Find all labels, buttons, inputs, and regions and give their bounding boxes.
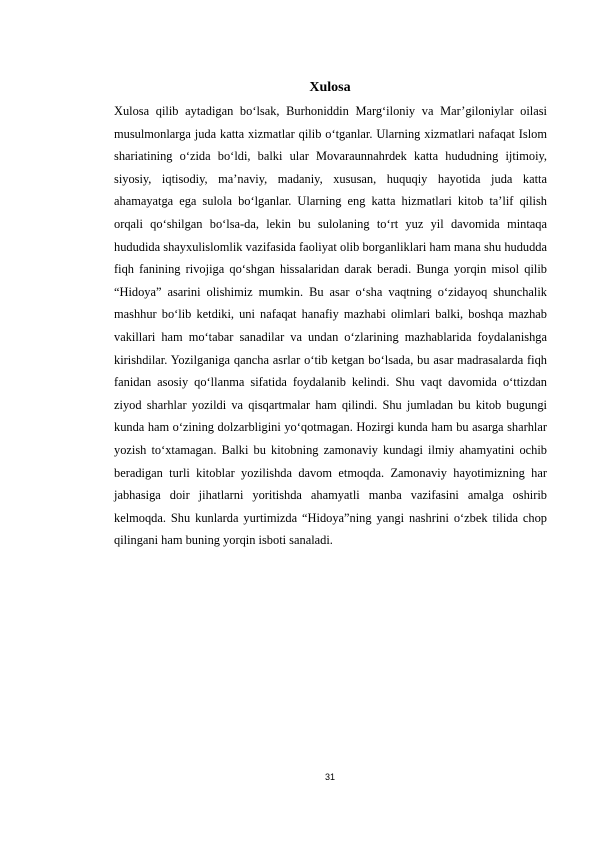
paragraph-text: Xulosa qilib aytadigan bo‘lsak, Burhoniddin Marg‘iloniy va Mar’giloniylar oilasi musulmonlarga juda katta xizmatlar qilib o‘tganlar. Ularning xizmatlari nafaqat Islom shariatining o‘zida bo‘ldi, balki ular Movaraunnahrdek katta hududning ijtimoiy, siyosiy, iqtisodiy, ma’naviy, madaniy, xususan, huquqiy hayotida juda katta ahamayatga ega sulola bo‘lganlar. Ularning eng katta hizmatlari kitob ta’lif qilish orqali qo‘shilgan bo‘lsa-da, lekin bu sulolaning to‘rt yuz yil davomida mintaqa hududida shayxulislomlik vazifasida faoliyat olib borganliklari ham mana shu hududda fiqh fanining rivojiga qo‘shgan hissalaridan darak beradi. Bunga yorqin misol qilib “Hidoya” asarini olishimiz mumkin. Bu asar o‘sha vaqtning o‘zidayoq shunchalik mashhur bo‘lib ketdiki, uni nafaqat hanafiy mazhabi olimlari balki, boshqa mazhab vakillari ham mo‘tabar sanadilar va undan o‘zlarining mazhablarida foydalanishga kirishdilar. Yozilganiga qancha asrlar o‘tib ketgan bo‘lsada, bu asar madrasalarda fiqh fanidan asosiy qo‘llanma sifatida foydalanib kelindi. Shu vaqt davomida o‘ttizdan ziyod sharhlar yozildi va qisqartmalar ham qilindi. Shu jumladan bu kitob bugungi kunda ham o‘zining dolzarbligini yo‘qotmagan. Hozirgi kunda ham bu asarga sharhlar yozish to‘xtamagan. Balki bu kitobning zamonaviy kundagi ilmiy ahamyatini ochib beradigan turli kitoblar yozilishda davom etmoqda. Zamonaviy hayotimizning har jabhasiga doir jihatlarni yoritishda ahamyatli manba vazifasini amalga oshirib kelmoqda. Shu kunlarda yurtimizda “Hidoya”ning yangi nashrini o‘zbek tilida chop qilingani ham buning yorqin isboti sanaladi. (114, 104, 547, 548)
section-heading: Xulosa (309, 80, 351, 95)
conclusion-paragraph (114, 100, 547, 552)
page-number: 31 (324, 772, 335, 782)
